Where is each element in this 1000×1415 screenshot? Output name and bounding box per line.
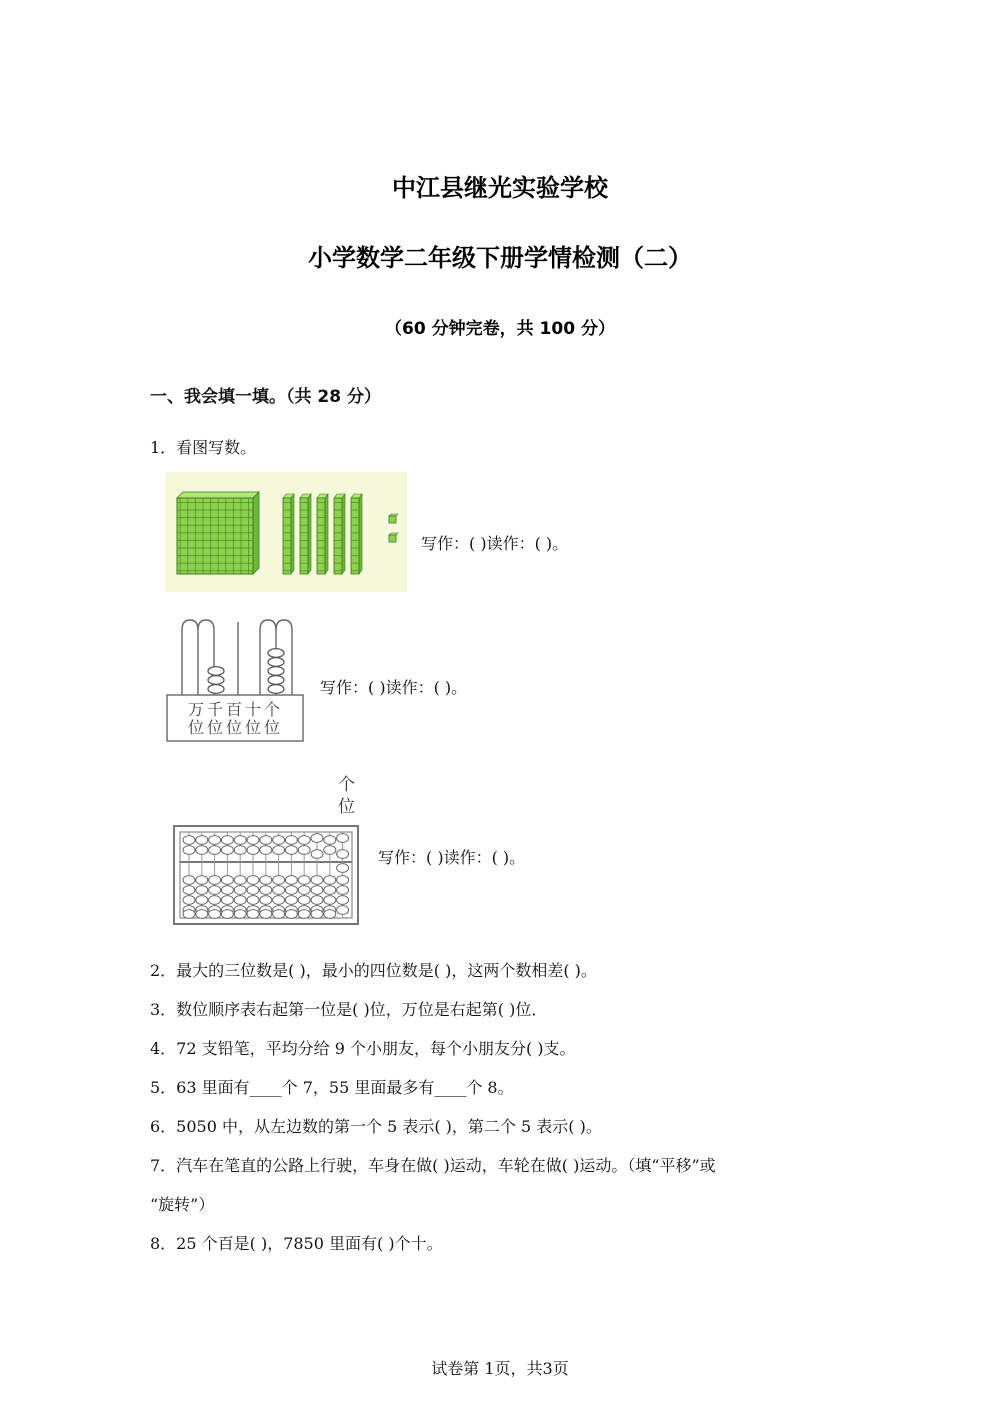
- abacus-upper-bead: [311, 834, 323, 843]
- bead-abacus-image: [172, 824, 362, 928]
- abacus-lower-bead: [260, 896, 272, 905]
- abacus-lower-bead: [260, 910, 272, 919]
- abacus-lower-bead: [221, 876, 233, 885]
- abacus-upper-bead: [196, 836, 208, 845]
- abacus-lower-bead: [183, 910, 195, 919]
- ten-rods: [283, 494, 362, 574]
- question-8: 8．25 个百是( )，7850 里面有( )个十。: [150, 1234, 443, 1253]
- abacus-upper-bead: [285, 846, 297, 855]
- abacus-lower-bead: [285, 910, 297, 919]
- abacus-lower-bead: [298, 896, 310, 905]
- abacus-upper-bead: [221, 846, 233, 855]
- abacus-upper-bead: [234, 846, 246, 855]
- abacus-lower-bead: [273, 886, 285, 895]
- abacus-lower-bead: [183, 896, 195, 905]
- abacus-lower-bead: [311, 910, 323, 919]
- question-7-line-2: “旋转”）: [150, 1195, 215, 1214]
- abacus-lower-bead: [234, 910, 246, 919]
- abacus-lower-bead: [247, 896, 259, 905]
- abacus-lower-bead: [311, 886, 323, 895]
- place-value-labels-top: 万千百十个: [188, 700, 284, 719]
- question-5: 5．63 里面有____个 7，55 里面最多有____个 8。: [150, 1078, 514, 1097]
- abacus-upper-bead: [209, 836, 221, 845]
- bead-abacus-figure: [172, 824, 362, 928]
- abacus-upper-bead: [298, 836, 310, 845]
- abacus-lower-bead: [311, 896, 323, 905]
- abacus-lower-bead: [337, 896, 349, 905]
- abacus-upper-bead: [209, 846, 221, 855]
- abacus-upper-bead: [247, 836, 259, 845]
- abacus-lower-bead: [324, 910, 336, 919]
- abacus-lower-bead: [273, 910, 285, 919]
- abacus-lower-bead: [337, 886, 349, 895]
- exam-title: 小学数学二年级下册学情检测（二）: [308, 244, 692, 272]
- abacus-lower-bead: [285, 886, 297, 895]
- abacus-lower-bead: [273, 876, 285, 885]
- abacus-lower-bead: [234, 876, 246, 885]
- abacus-lower-bead: [209, 896, 221, 905]
- abacus-lower-bead: [337, 906, 349, 915]
- abacus-upper-bead: [298, 846, 310, 855]
- abacus-lower-bead: [221, 910, 233, 919]
- abacus-lower-bead: [273, 896, 285, 905]
- abacus-upper-bead: [221, 836, 233, 845]
- abacus-lower-bead: [298, 876, 310, 885]
- figure-2-answer: 写作：( )读作：( )。: [320, 678, 468, 697]
- abacus-lower-bead: [337, 876, 349, 885]
- abacus-lower-bead: [260, 886, 272, 895]
- abacus-lower-bead: [260, 876, 272, 885]
- abacus-lower-bead: [196, 910, 208, 919]
- abacus-lower-bead: [234, 896, 246, 905]
- abacus-lower-bead: [234, 886, 246, 895]
- base-ten-blocks-image: [165, 472, 407, 592]
- abacus-upper-bead: [260, 846, 272, 855]
- ones-label-bottom: 位: [338, 797, 355, 817]
- abacus-upper-bead: [273, 836, 285, 845]
- abacus-upper-bead: [234, 836, 246, 845]
- question-6: 6．5050 中，从左边数的第一个 5 表示( )，第二个 5 表示( )。: [150, 1117, 602, 1136]
- abacus-lower-bead: [298, 886, 310, 895]
- abacus-lower-bead: [285, 876, 297, 885]
- abacus-upper-bead: [183, 846, 195, 855]
- abacus-upper-bead: [324, 846, 336, 855]
- school-name: 中江县继光实验学校: [392, 174, 608, 202]
- figure-1-answer: 写作：( )读作：( )。: [421, 534, 569, 553]
- page-footer: 试卷第 1页，共3页: [431, 1359, 569, 1378]
- abacus-upper-bead: [337, 850, 349, 859]
- hundreds-beads: [208, 667, 224, 694]
- abacus-lower-bead: [196, 876, 208, 885]
- question-3: 3．数位顺序表右起第一位是( )位，万位是右起第( )位．: [150, 1000, 548, 1019]
- question-4: 4．72 支铅笔，平均分给 9 个小朋友，每个小朋友分( )支。: [150, 1039, 576, 1058]
- abacus-lower-bead: [285, 896, 297, 905]
- ones-beads: [268, 649, 284, 694]
- abacus-upper-bead: [247, 846, 259, 855]
- abacus-lower-bead: [311, 876, 323, 885]
- abacus-lower-bead: [183, 876, 195, 885]
- section-heading: 一、我会填一填。（共 28 分）: [150, 387, 381, 407]
- abacus-upper-bead: [324, 836, 336, 845]
- base-ten-blocks-figure: [165, 472, 407, 592]
- abacus-upper-bead: [311, 850, 323, 859]
- abacus-lower-bead: [209, 910, 221, 919]
- abacus-lower-bead: [221, 886, 233, 895]
- ones-label-top: 个: [338, 775, 355, 795]
- abacus-upper-bead: [183, 836, 195, 845]
- abacus-lower-bead: [183, 886, 195, 895]
- abacus-lower-bead: [196, 896, 208, 905]
- counter-abacus-figure: [166, 612, 306, 744]
- abacus-lower-bead: [324, 886, 336, 895]
- abacus-upper-bead: [337, 834, 349, 843]
- abacus-upper-bead: [196, 846, 208, 855]
- unit-cubes: [389, 514, 398, 542]
- abacus-lower-bead: [298, 910, 310, 919]
- abacus-lower-bead: [209, 876, 221, 885]
- abacus-lower-bead: [247, 886, 259, 895]
- abacus-lower-bead: [324, 876, 336, 885]
- question-1-label: 1．看图写数。: [150, 438, 257, 457]
- abacus-lower-bead: [196, 886, 208, 895]
- abacus-upper-bead: [260, 836, 272, 845]
- place-value-labels-bottom: 位位位位位: [188, 718, 284, 737]
- question-2: 2．最大的三位数是( )，最小的四位数是( )，这两个数相差( )。: [150, 961, 597, 980]
- abacus-lower-bead: [337, 864, 349, 873]
- abacus-lower-bead: [324, 896, 336, 905]
- abacus-lower-bead: [247, 876, 259, 885]
- abacus-lower-bead: [209, 886, 221, 895]
- abacus-lower-bead: [221, 896, 233, 905]
- abacus-upper-bead: [285, 836, 297, 845]
- question-7-line-1: 7．汽车在笔直的公路上行驶，车身在做( )运动，车轮在做( )运动。（填“平移”或: [150, 1156, 716, 1175]
- abacus-lower-bead: [247, 910, 259, 919]
- ones-place-label: [338, 774, 355, 818]
- exam-info: （60 分钟完卷，共 100 分）: [385, 319, 615, 339]
- figure-3-answer: 写作：( )读作：( )。: [378, 848, 526, 867]
- abacus-upper-bead: [273, 846, 285, 855]
